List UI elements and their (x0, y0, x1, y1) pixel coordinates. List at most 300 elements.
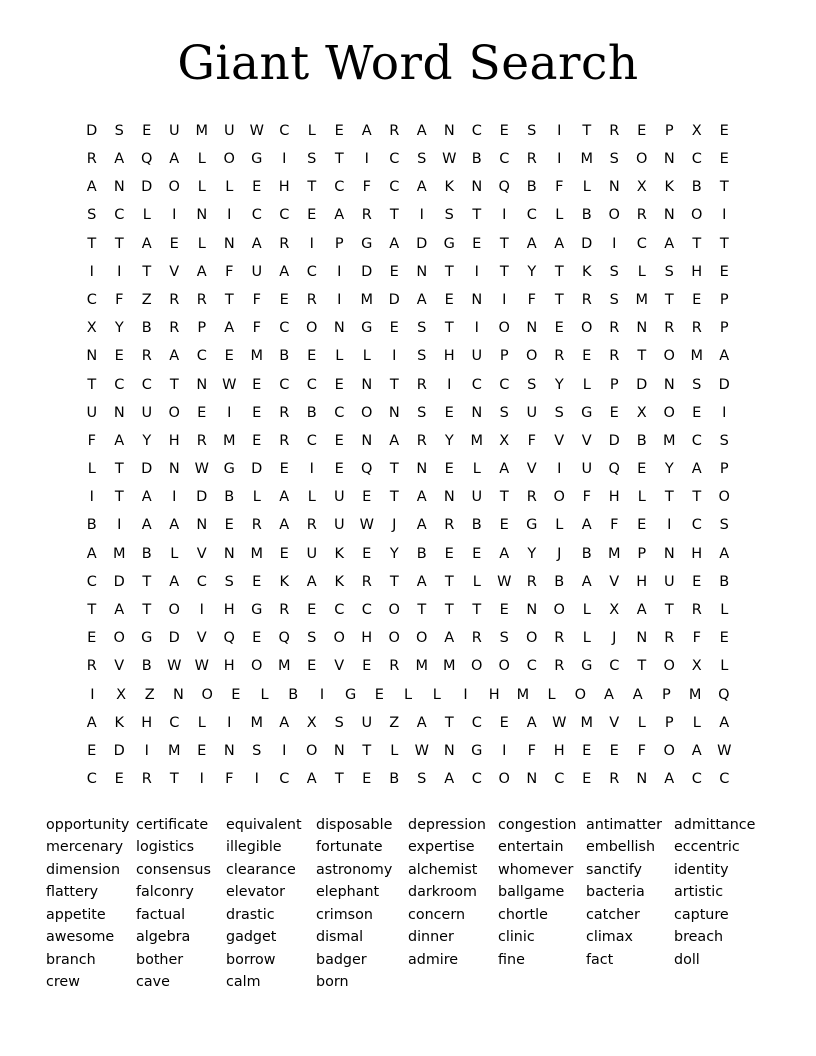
grid-cell: O (168, 602, 180, 619)
grid-cell: T (87, 376, 97, 393)
word-list-item: whomever (498, 861, 574, 878)
grid-cell: E (609, 404, 619, 421)
grid-row (78, 230, 738, 258)
grid-cell: E (472, 235, 482, 252)
word-list-item: darkroom (408, 884, 477, 900)
grid-cell: D (141, 179, 153, 196)
grid-cell: A (141, 489, 152, 506)
grid-cell: B (526, 179, 537, 196)
grid-cell: X (636, 179, 647, 196)
grid-cell: A (719, 545, 730, 562)
grid-cell: O (306, 742, 318, 759)
grid-cell: E (719, 263, 729, 280)
grid-cell: H (488, 686, 500, 703)
grid-cell: A (224, 320, 235, 337)
grid-cell: L (170, 545, 179, 562)
grid-cell: N (333, 320, 345, 337)
grid-cell: M (112, 545, 126, 562)
grid-cell: I (89, 263, 94, 280)
grid-cell: O (498, 320, 510, 337)
grid-cell: M (442, 658, 456, 675)
grid-cell: N (443, 489, 455, 506)
grid-cell: N (526, 602, 538, 619)
grid-cell: E (444, 461, 454, 478)
grid-cell: V (334, 658, 345, 675)
grid-cell: M (690, 348, 703, 365)
grid-cell: C (141, 376, 152, 393)
grid-cell: T (389, 461, 399, 478)
grid-cell: L (197, 151, 206, 168)
grid-cell: R (444, 517, 455, 534)
grid-cell: R (389, 122, 400, 139)
grid-cell: E (389, 263, 399, 280)
grid-cell: N (526, 320, 538, 337)
grid-cell: O (416, 630, 428, 647)
grid-cell: C (279, 207, 290, 224)
grid-cell: C (499, 151, 510, 168)
grid-cell: E (252, 432, 262, 449)
grid-cell: E (169, 235, 179, 252)
grid-cell: T (444, 714, 454, 731)
grid-cell: L (404, 686, 413, 703)
grid-row (78, 455, 738, 483)
grid-cell: F (692, 630, 701, 647)
grid-cell: A (444, 771, 455, 788)
grid-cell: E (719, 151, 729, 168)
grid-row (78, 145, 738, 173)
grid-cell: T (444, 573, 454, 590)
grid-cell: E (582, 742, 592, 759)
grid-cell: R (526, 489, 537, 506)
grid-cell: Q (141, 151, 153, 168)
grid-cell: N (416, 263, 428, 280)
grid-cell: B (389, 771, 400, 788)
grid-cell: S (609, 263, 619, 280)
grid-row (78, 681, 738, 709)
page-title: Giant Word Search (177, 36, 639, 91)
grid-cell: S (609, 291, 619, 308)
grid-cell: G (251, 151, 263, 168)
grid-cell: E (719, 122, 729, 139)
grid-cell: I (364, 151, 369, 168)
grid-cell: E (307, 348, 317, 365)
grid-cell: Q (718, 686, 730, 703)
grid-cell: N (223, 545, 235, 562)
grid-row (78, 765, 738, 793)
grid-cell: D (581, 235, 593, 252)
grid-cell: T (554, 263, 564, 280)
grid-cell: I (254, 771, 259, 788)
grid-cell: M (195, 122, 208, 139)
grid-cell: N (636, 630, 648, 647)
grid-cell: E (637, 517, 647, 534)
grid-cell: E (334, 122, 344, 139)
word-list-item: calm (226, 974, 261, 990)
grid-cell: R (664, 630, 675, 647)
grid-cell: U (333, 517, 345, 534)
grid-cell: P (637, 545, 647, 562)
grid-cell: R (361, 573, 372, 590)
grid-cell: B (279, 348, 290, 365)
grid-cell: Y (527, 263, 537, 280)
grid-cell: E (114, 348, 124, 365)
grid-row (78, 343, 738, 371)
word-list-item: catcher (586, 906, 640, 923)
grid-cell: T (389, 207, 399, 224)
grid-cell: I (227, 207, 232, 224)
grid-cell: N (361, 376, 373, 393)
grid-cell: U (306, 545, 318, 562)
grid-row (78, 483, 738, 511)
grid-cell: E (362, 658, 372, 675)
grid-cell: P (609, 376, 619, 393)
grid-row (78, 371, 738, 399)
grid-cell: A (554, 235, 565, 252)
grid-cell: T (444, 263, 454, 280)
word-list-item: chortle (498, 906, 548, 923)
grid-cell: B (86, 517, 97, 534)
grid-cell: N (333, 742, 345, 759)
grid-cell: T (664, 291, 674, 308)
grid-cell: I (502, 742, 507, 759)
grid-cell: I (502, 291, 507, 308)
grid-cell: C (361, 602, 372, 619)
grid-cell: R (554, 658, 565, 675)
grid-cell: H (636, 573, 648, 590)
grid-cell: E (374, 686, 384, 703)
grid-cell: T (224, 291, 234, 308)
grid-cell: S (224, 573, 234, 590)
grid-cell: S (554, 404, 564, 421)
word-list-item: gadget (226, 929, 277, 945)
grid-cell: N (113, 179, 125, 196)
grid-cell: N (608, 179, 620, 196)
word-list-item: doll (674, 951, 700, 968)
grid-cell: A (416, 573, 427, 590)
grid-cell: S (719, 517, 729, 534)
word-list-item: capture (674, 906, 729, 923)
word-list-item: illegible (226, 839, 282, 855)
grid-cell: R (691, 602, 702, 619)
grid-cell: H (691, 545, 703, 562)
grid-cell: B (471, 151, 482, 168)
word-list-item: disposable (316, 816, 393, 833)
grid-cell: V (581, 432, 592, 449)
grid-cell: E (692, 404, 702, 421)
grid-cell: L (142, 207, 151, 224)
word-list-item: expertise (408, 839, 475, 855)
grid-cell: B (416, 545, 427, 562)
grid-cell: L (197, 714, 206, 731)
grid-cell: A (389, 432, 400, 449)
grid-cell: F (582, 489, 591, 506)
grid-cell: I (337, 291, 342, 308)
grid-cell: W (552, 714, 567, 731)
grid-cell: A (632, 686, 643, 703)
grid-cell: A (581, 517, 592, 534)
grid-cell: A (389, 235, 400, 252)
grid-cell: Q (223, 630, 235, 647)
grid-cell: F (527, 742, 536, 759)
grid-cell: G (526, 517, 538, 534)
grid-cell: T (169, 771, 179, 788)
grid-cell: K (114, 714, 124, 731)
word-list-item: cave (136, 974, 170, 990)
grid-cell: R (554, 348, 565, 365)
grid-cell: I (319, 686, 325, 703)
grid-cell: R (691, 320, 702, 337)
grid-cell: B (471, 517, 482, 534)
grid-cell: H (691, 263, 703, 280)
grid-cell: E (279, 291, 289, 308)
grid-cell: L (720, 602, 729, 619)
word-list-item: climax (586, 929, 633, 945)
grid-cell: T (389, 376, 399, 393)
grid-cell: O (251, 658, 263, 675)
grid-cell: O (306, 320, 318, 337)
grid-cell: E (231, 686, 241, 703)
grid-cell: R (416, 432, 427, 449)
word-list-column (674, 814, 762, 994)
word-list-item: logistics (136, 839, 195, 855)
grid-cell: S (417, 151, 427, 168)
grid-cell: M (662, 432, 676, 449)
grid-cell: Q (498, 179, 510, 196)
grid-cell: A (169, 517, 180, 534)
grid-cell: I (282, 742, 287, 759)
grid-cell: T (719, 179, 729, 196)
grid-cell: T (114, 489, 124, 506)
grid-cell: B (581, 545, 592, 562)
grid-cell: N (86, 348, 98, 365)
grid-cell: R (279, 235, 290, 252)
grid-cell: L (637, 714, 646, 731)
grid-cell: V (554, 432, 565, 449)
grid-cell: N (388, 404, 400, 421)
grid-cell: L (547, 686, 556, 703)
grid-row (78, 568, 738, 596)
grid-cell: R (389, 658, 400, 675)
grid-cell: S (114, 122, 124, 139)
word-list-item: admire (408, 951, 459, 968)
word-list-item: bacteria (586, 884, 645, 900)
grid-cell: N (168, 461, 180, 478)
grid-cell: E (362, 545, 372, 562)
grid-cell: M (580, 151, 593, 168)
grid-cell: I (419, 207, 424, 224)
grid-cell: S (719, 432, 729, 449)
grid-cell: C (691, 151, 702, 168)
grid-cell: I (172, 207, 177, 224)
grid-cell: M (250, 545, 263, 562)
grid-cell: R (169, 320, 180, 337)
grid-cell: Y (389, 545, 399, 562)
grid-cell: F (610, 517, 619, 534)
grid-cell: M (415, 658, 428, 675)
grid-cell: A (141, 517, 152, 534)
grid-cell: T (444, 320, 454, 337)
grid-cell: I (502, 207, 507, 224)
word-list-item: flattery (46, 884, 99, 900)
grid-cell: R (279, 432, 290, 449)
grid-cell: H (361, 630, 373, 647)
grid-row (78, 202, 738, 230)
grid-cell: E (719, 630, 729, 647)
word-list-item: fortunate (316, 839, 383, 855)
grid-cell: V (196, 630, 207, 647)
grid-cell: N (223, 742, 235, 759)
word-list-column (498, 814, 586, 994)
grid-cell: E (499, 602, 509, 619)
word-list (38, 814, 778, 994)
grid-cell: H (443, 348, 455, 365)
grid-cell: E (444, 404, 454, 421)
grid-cell: F (252, 320, 261, 337)
word-list-item: badger (316, 951, 367, 968)
grid-cell: S (609, 151, 619, 168)
word-list-item: admittance (674, 816, 756, 833)
grid-cell: E (692, 573, 702, 590)
word-list-item: opportunity (46, 816, 130, 833)
grid-cell: O (498, 658, 510, 675)
grid-cell: C (389, 151, 400, 168)
word-list-item: elevator (226, 884, 286, 900)
grid-cell: T (334, 771, 344, 788)
word-list-item: branch (46, 951, 96, 968)
grid-cell: A (664, 235, 675, 252)
grid-cell: K (581, 263, 592, 280)
grid-cell: E (224, 517, 234, 534)
grid-cell: L (582, 376, 591, 393)
grid-cell: J (557, 545, 562, 562)
grid-cell: A (636, 602, 647, 619)
grid-row (78, 709, 738, 737)
grid-cell: M (635, 291, 648, 308)
grid-cell: N (663, 376, 675, 393)
grid-cell: I (227, 404, 232, 421)
grid-cell: D (416, 235, 428, 252)
grid-cell: I (172, 489, 177, 506)
grid-cell: T (142, 602, 152, 619)
grid-cell: E (499, 122, 509, 139)
word-list-item: identity (674, 861, 729, 878)
grid-cell: I (474, 320, 479, 337)
grid-cell: E (472, 545, 482, 562)
grid-cell: D (718, 376, 730, 393)
grid-cell: R (554, 630, 565, 647)
grid-cell: T (307, 179, 317, 196)
grid-cell: I (90, 686, 95, 703)
grid-cell: A (416, 714, 427, 731)
grid-cell: M (580, 714, 593, 731)
word-list-item: crimson (316, 906, 373, 923)
word-list-item: borrow (226, 951, 276, 968)
grid-cell: U (223, 122, 235, 139)
grid-cell: O (333, 630, 345, 647)
grid-cell: L (225, 179, 234, 196)
grid-cell: Z (389, 714, 400, 731)
grid-row (78, 540, 738, 568)
grid-cell: W (194, 658, 209, 675)
word-list-item: astronomy (316, 861, 393, 878)
grid-cell: E (307, 658, 317, 675)
grid-cell: O (526, 348, 538, 365)
grid-cell: V (609, 714, 620, 731)
grid-cell: M (277, 658, 291, 675)
grid-cell: L (555, 517, 564, 534)
grid-cell: O (201, 686, 213, 703)
grid-cell: R (169, 291, 180, 308)
grid-cell: C (691, 432, 702, 449)
grid-row (78, 737, 738, 765)
grid-cell: O (388, 602, 400, 619)
grid-cell: A (169, 151, 180, 168)
grid-cell: O (498, 771, 510, 788)
grid-cell: P (334, 235, 344, 252)
grid-cell: I (722, 207, 727, 224)
grid-cell: A (691, 742, 702, 759)
grid-cell: D (196, 489, 208, 506)
grid-cell: W (167, 658, 182, 675)
word-list-item: embellish (586, 839, 656, 855)
grid-cell: C (279, 320, 290, 337)
grid-cell: Y (444, 432, 454, 449)
grid-cell: T (719, 235, 729, 252)
grid-cell: H (223, 658, 235, 675)
grid-cell: R (86, 151, 97, 168)
grid-cell: R (609, 320, 620, 337)
grid-cell: I (309, 461, 314, 478)
grid-cell: T (499, 235, 509, 252)
grid-cell: E (637, 122, 647, 139)
grid-cell: C (86, 573, 97, 590)
grid-cell: L (307, 122, 316, 139)
grid-cell: A (114, 432, 125, 449)
grid-cell: A (86, 545, 97, 562)
grid-cell: P (499, 348, 509, 365)
grid-cell: O (471, 658, 483, 675)
grid-cell: A (416, 179, 427, 196)
grid-cell: B (141, 320, 152, 337)
grid-cell: E (252, 376, 262, 393)
grid-cell: R (196, 291, 207, 308)
grid-cell: E (197, 404, 207, 421)
grid-row (78, 596, 738, 624)
grid-cell: N (443, 122, 455, 139)
grid-cell: E (142, 122, 152, 139)
grid-cell: A (499, 461, 510, 478)
grid-cell: U (141, 404, 153, 421)
word-list-item: crew (46, 974, 80, 990)
grid-cell: O (223, 151, 235, 168)
grid-cell: A (719, 348, 730, 365)
grid-cell: E (114, 771, 124, 788)
grid-cell: E (582, 348, 592, 365)
grid-cell: I (199, 771, 204, 788)
grid-cell: B (554, 573, 565, 590)
grid-cell: R (306, 517, 317, 534)
word-list-item: concern (408, 906, 466, 923)
grid-cell: O (361, 404, 373, 421)
grid-cell: M (688, 686, 702, 703)
grid-cell: A (279, 489, 290, 506)
grid-cell: W (717, 742, 732, 759)
grid-cell: X (691, 122, 702, 139)
grid-cell: X (116, 686, 127, 703)
grid-cell: T (637, 348, 647, 365)
word-list-item: appetite (46, 906, 106, 923)
grid-cell: U (471, 489, 483, 506)
